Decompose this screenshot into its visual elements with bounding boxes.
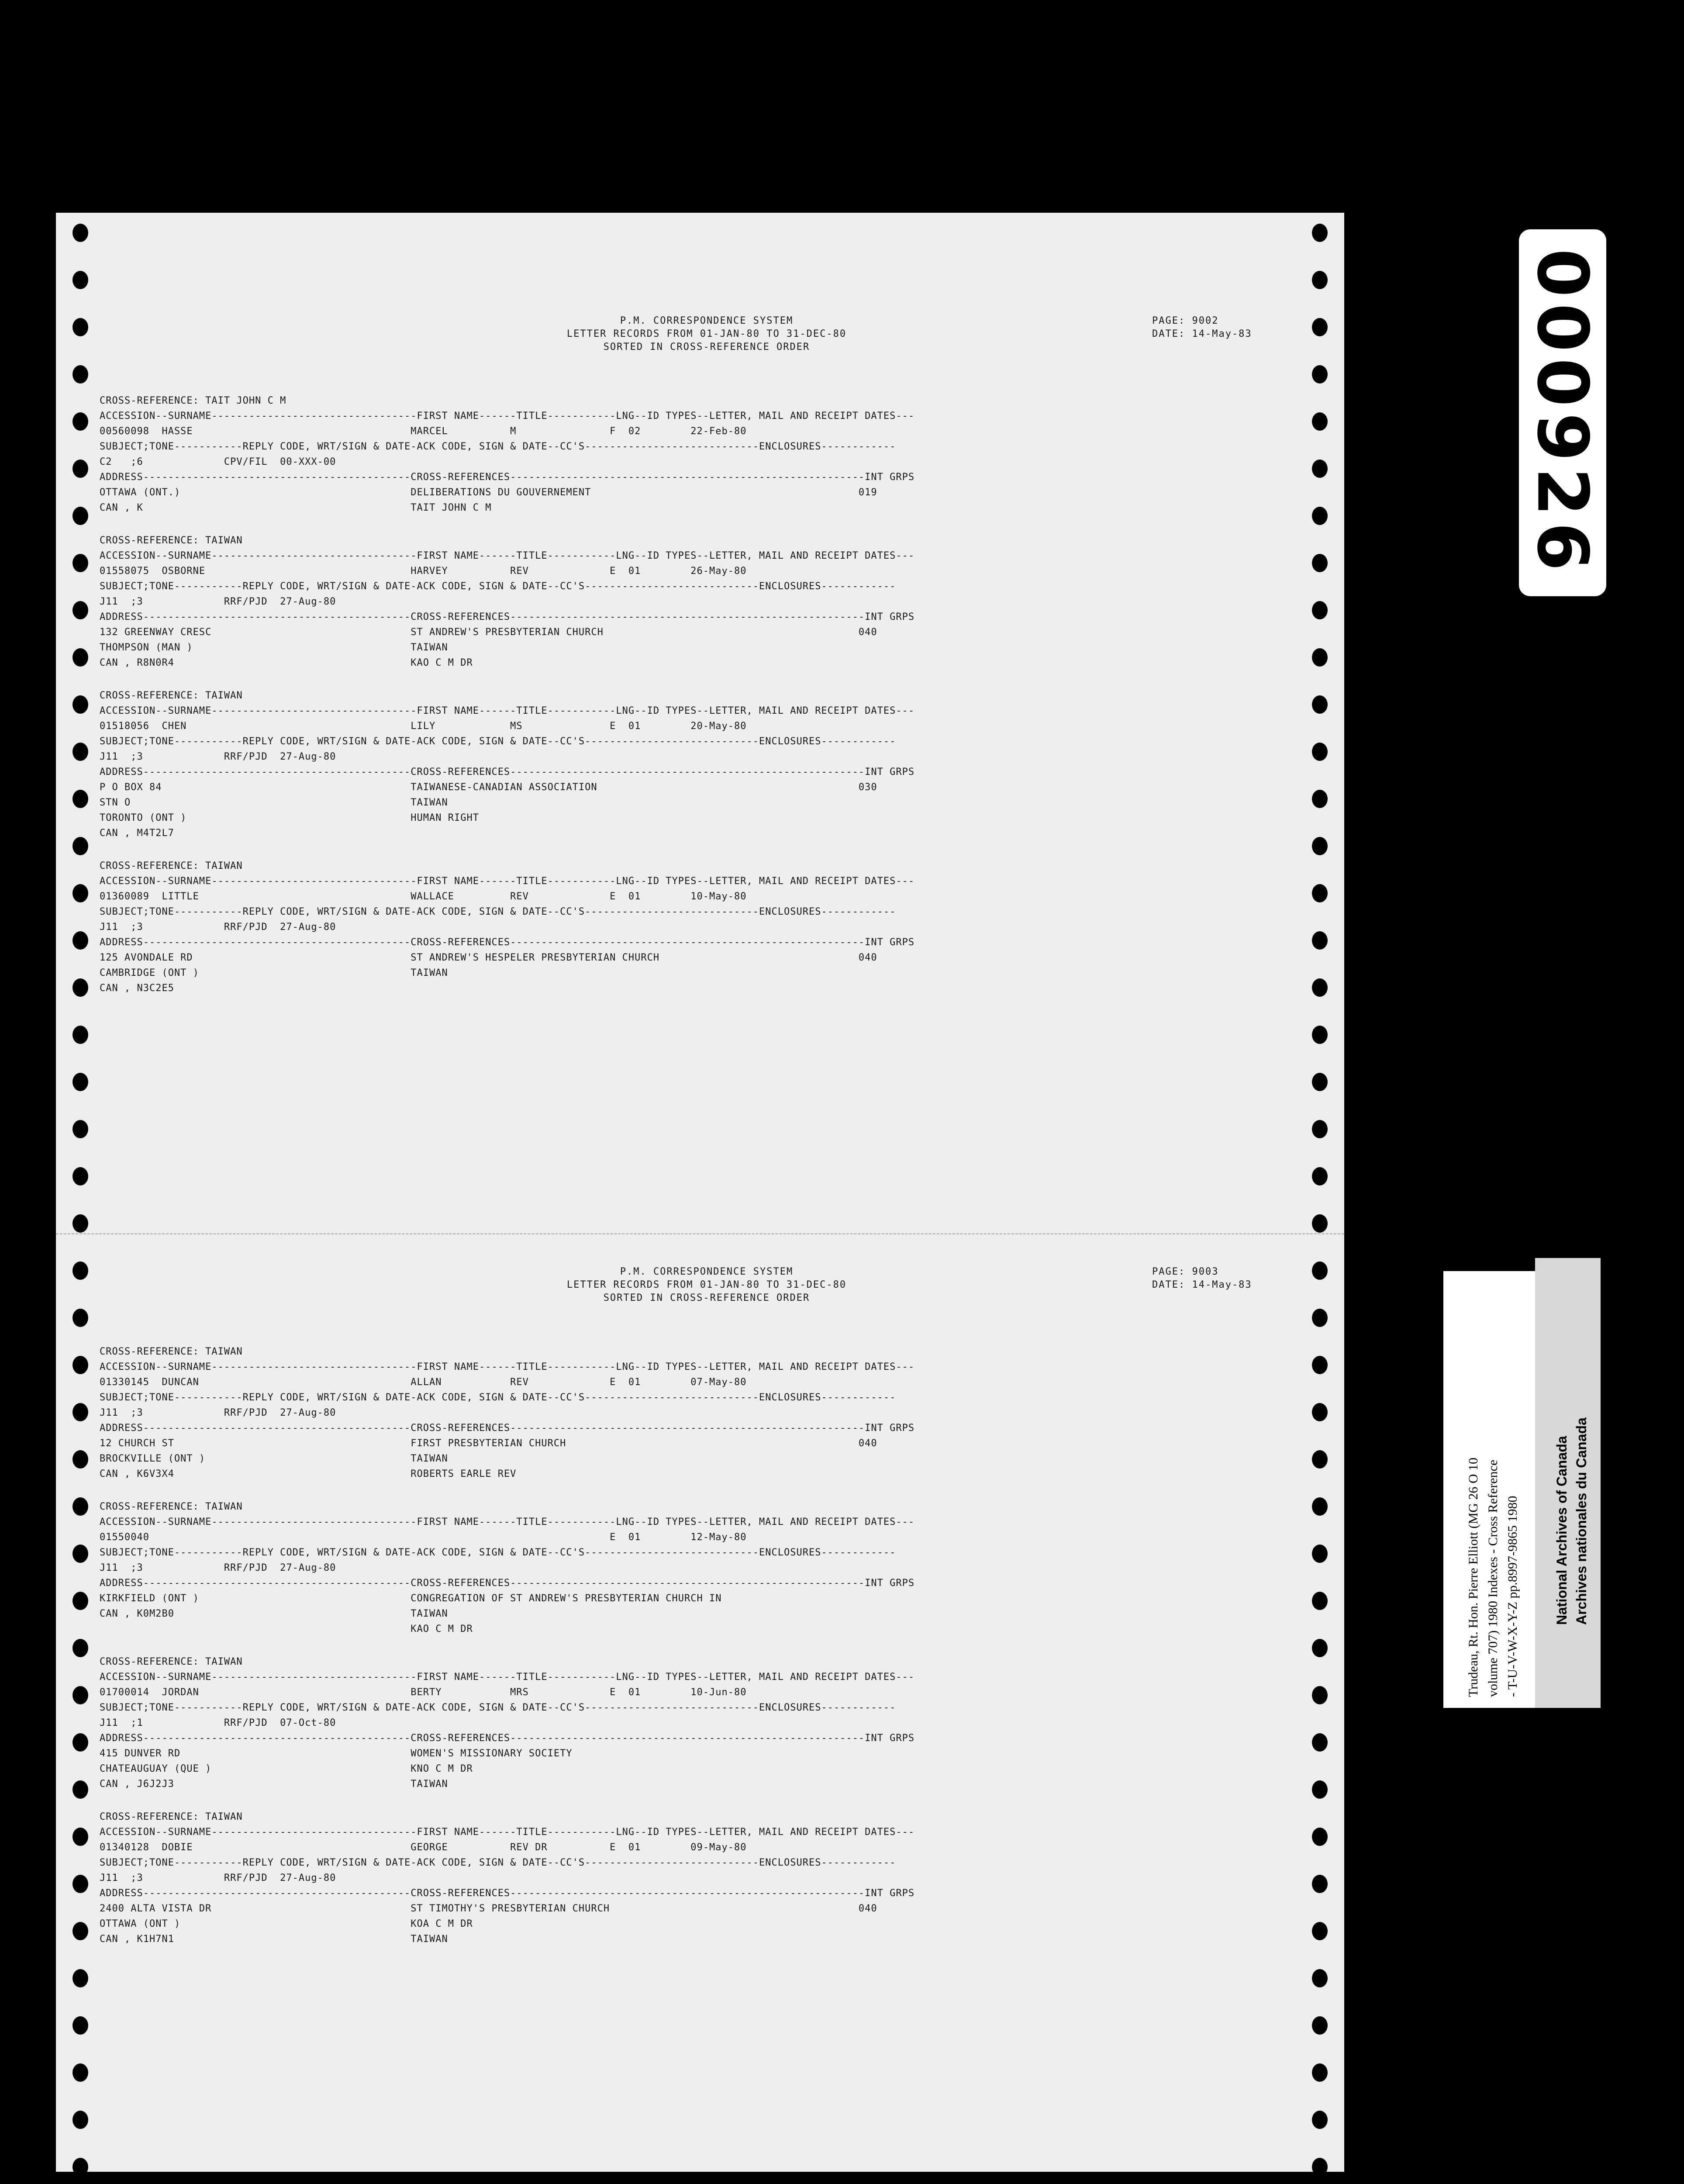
feed-hole — [1312, 1214, 1328, 1233]
record-line: J11 ;3 RRF/PJD 27-Aug-80 — [100, 1873, 336, 1883]
sheet-number-stamp — [1519, 229, 1606, 596]
record-line: ADDRESS-------------------------------------------CROSS-REFERENCES---------------------------------------------------------INT GRPS — [100, 1578, 915, 1589]
feed-hole — [1312, 1733, 1328, 1752]
feed-hole — [1312, 1073, 1328, 1091]
record-line: J11 ;3 RRF/PJD 27-Aug-80 — [100, 596, 336, 607]
report-date: DATE: 14-May-83 — [1152, 328, 1252, 339]
report-system-title: P.M. CORRESPONDENCE SYSTEM — [620, 1266, 794, 1277]
record-line: SUBJECT;TONE-----------REPLY CODE, WRT/SIGN & DATE-ACK CODE, SIGN & DATE--CC'S----------------------------ENCLOSURES------------ — [100, 1392, 896, 1403]
page-perforation — [56, 1233, 1344, 1234]
record-line: SUBJECT;TONE-----------REPLY CODE, WRT/SIGN & DATE-ACK CODE, SIGN & DATE--CC'S----------------------------ENCLOSURES------------ — [100, 1547, 896, 1558]
record-line: ADDRESS-------------------------------------------CROSS-REFERENCES---------------------------------------------------------INT GRPS — [100, 937, 915, 948]
record-line: CAN , J6J2J3 TAIWAN — [100, 1779, 448, 1790]
record-line: CAN , N3C2E5 — [100, 983, 174, 994]
record-line: CAN , K TAIT JOHN C M — [100, 502, 492, 513]
record-line: C2 ;6 CPV/FIL 00-XXX-00 — [100, 456, 336, 467]
report-system-title: P.M. CORRESPONDENCE SYSTEM — [620, 315, 794, 326]
feed-hole — [1312, 554, 1328, 572]
feed-hole — [1312, 837, 1328, 855]
record-line: J11 ;3 RRF/PJD 27-Aug-80 — [100, 751, 336, 762]
correspondence-record — [100, 1499, 1314, 1637]
record-line: SUBJECT;TONE-----------REPLY CODE, WRT/SIGN & DATE-ACK CODE, SIGN & DATE--CC'S----------------------------ENCLOSURES------------ — [100, 441, 896, 452]
record-line: OTTAWA (ONT.) DELIBERATIONS DU GOUVERNEMENT 019 — [100, 487, 877, 498]
feed-hole — [1312, 1403, 1328, 1421]
feed-hole — [1312, 271, 1328, 289]
feed-hole — [1312, 1686, 1328, 1704]
feed-hole — [1312, 224, 1328, 242]
record-line: CAMBRIDGE (ONT ) TAIWAN — [100, 968, 448, 978]
feed-hole — [72, 1733, 88, 1752]
page-number: PAGE: 9002 — [1152, 315, 1219, 326]
feed-hole — [1312, 412, 1328, 431]
record-line: ACCESSION--SURNAME---------------------------------FIRST NAME------TITLE-----------LNG--ID TYPES--LETTER, MAIL AND RECEIPT DATES--- — [100, 1362, 915, 1372]
feed-hole — [1312, 695, 1328, 714]
record-line: ADDRESS-------------------------------------------CROSS-REFERENCES---------------------------------------------------------INT GRPS — [100, 1423, 915, 1434]
feed-hole — [1312, 1120, 1328, 1138]
record-line: ACCESSION--SURNAME---------------------------------FIRST NAME------TITLE-----------LNG--ID TYPES--LETTER, MAIL AND RECEIPT DATES--- — [100, 1827, 915, 1838]
feed-hole — [72, 554, 88, 572]
feed-hole — [1312, 978, 1328, 997]
feed-hole — [72, 2063, 88, 2082]
feed-hole — [72, 1828, 88, 1846]
feed-hole — [72, 507, 88, 525]
record-line: 00560098 HASSE MARCEL M F 02 22-Feb-80 — [100, 426, 747, 437]
record-line: 415 DUNVER RD WOMEN'S MISSIONARY SOCIETY — [100, 1748, 573, 1759]
record-line: ACCESSION--SURNAME---------------------------------FIRST NAME------TITLE-----------LNG--ID TYPES--LETTER, MAIL AND RECEIPT DATES--- — [100, 1672, 915, 1683]
feed-hole — [72, 271, 88, 289]
cross-reference-heading: CROSS-REFERENCE: TAIWAN — [100, 1656, 243, 1667]
page-number: PAGE: 9003 — [1152, 1266, 1219, 1277]
report-sort-order: SORTED IN CROSS-REFERENCE ORDER — [603, 342, 810, 352]
record-line: 01518056 CHEN LILY MS E 01 20-May-80 — [100, 721, 747, 732]
record-line: ACCESSION--SURNAME---------------------------------FIRST NAME------TITLE-----------LNG--ID TYPES--LETTER, MAIL AND RECEIPT DATES--- — [100, 876, 915, 887]
record-line: ACCESSION--SURNAME---------------------------------FIRST NAME------TITLE-----------LNG--ID TYPES--LETTER, MAIL AND RECEIPT DATES--- — [100, 1517, 915, 1527]
feed-hole — [72, 1497, 88, 1516]
feed-hole — [72, 884, 88, 902]
report-page-9002 — [100, 314, 1314, 996]
archive-reference-label — [1443, 1271, 1535, 1708]
record-line: ADDRESS-------------------------------------------CROSS-REFERENCES---------------------------------------------------------INT GRPS — [100, 1733, 915, 1744]
cross-reference-heading: CROSS-REFERENCE: TAIT JOHN C M — [100, 395, 286, 406]
feed-hole — [72, 1026, 88, 1044]
feed-hole — [72, 695, 88, 714]
record-line: SUBJECT;TONE-----------REPLY CODE, WRT/SIGN & DATE-ACK CODE, SIGN & DATE--CC'S----------------------------ENCLOSURES------------ — [100, 1857, 896, 1868]
feed-hole — [72, 2111, 88, 2129]
record-line: CAN , K6V3X4 ROBERTS EARLE REV — [100, 1469, 517, 1479]
feed-hole — [1312, 1450, 1328, 1469]
correspondence-record — [100, 858, 1314, 996]
feed-hole — [1312, 1167, 1328, 1185]
report-date: DATE: 14-May-83 — [1152, 1279, 1252, 1290]
feed-hole — [1312, 1545, 1328, 1563]
record-line: 132 GREENWAY CRESC ST ANDREW'S PRESBYTERIAN CHURCH 040 — [100, 627, 877, 638]
cross-reference-heading: CROSS-REFERENCE: TAIWAN — [100, 1346, 243, 1357]
record-line: CAN , M4T2L7 — [100, 828, 174, 839]
archive-reference-line: - T-U-V-W-X-Y-Z pp.8997-9865 1980 — [1505, 1496, 1520, 1697]
record-line: 12 CHURCH ST FIRST PRESBYTERIAN CHURCH 040 — [100, 1438, 877, 1449]
feed-hole — [72, 1875, 88, 1893]
feed-hole — [1312, 1497, 1328, 1516]
record-line: STN O TAIWAN — [100, 797, 448, 808]
feed-hole — [1312, 884, 1328, 902]
page-header — [100, 314, 1314, 376]
feed-hole — [72, 790, 88, 808]
feed-hole — [72, 318, 88, 336]
report-date-range: LETTER RECORDS FROM 01-JAN-80 TO 31-DEC-80 — [566, 328, 847, 339]
record-line: THOMPSON (MAN ) TAIWAN — [100, 642, 448, 653]
record-line: SUBJECT;TONE-----------REPLY CODE, WRT/SIGN & DATE-ACK CODE, SIGN & DATE--CC'S----------------------------ENCLOSURES------------ — [100, 1702, 896, 1713]
cross-reference-heading: CROSS-REFERENCE: TAIWAN — [100, 1811, 243, 1822]
record-line: J11 ;3 RRF/PJD 27-Aug-80 — [100, 922, 336, 933]
cross-reference-heading: CROSS-REFERENCE: TAIWAN — [100, 1501, 243, 1512]
record-line: ACCESSION--SURNAME---------------------------------FIRST NAME------TITLE-----------LNG--ID TYPES--LETTER, MAIL AND RECEIPT DATES--- — [100, 411, 915, 422]
correspondence-record — [100, 393, 1314, 515]
record-line: 125 AVONDALE RD ST ANDREW'S HESPELER PRESBYTERIAN CHURCH 040 — [100, 952, 877, 963]
feed-hole — [1312, 2158, 1328, 2176]
record-line: 01330145 DUNCAN ALLAN REV E 01 07-May-80 — [100, 1377, 747, 1388]
cross-reference-heading: CROSS-REFERENCE: TAIWAN — [100, 690, 243, 701]
report-page-9003 — [100, 1265, 1314, 1947]
record-line: KIRKFIELD (ONT ) CONGREGATION OF ST ANDREW'S PRESBYTERIAN CHURCH IN — [100, 1593, 722, 1604]
record-line: 01550040 E 01 12-May-80 — [100, 1532, 747, 1543]
printout-sheet — [56, 213, 1344, 2172]
record-line: J11 ;3 RRF/PJD 27-Aug-80 — [100, 1407, 336, 1418]
feed-hole — [72, 1261, 88, 1280]
feed-hole — [72, 1403, 88, 1421]
feed-hole — [72, 412, 88, 431]
feed-hole — [1312, 931, 1328, 950]
feed-hole — [72, 648, 88, 667]
record-line: CAN , K1H7N1 TAIWAN — [100, 1934, 448, 1945]
feed-hole — [1312, 1026, 1328, 1044]
cross-reference-heading: CROSS-REFERENCE: TAIWAN — [100, 535, 243, 546]
institution-name-en: National Archives of Canada — [1554, 1436, 1570, 1625]
feed-hole — [72, 837, 88, 855]
institution-name-fr: Archives nationales du Canada — [1574, 1417, 1589, 1625]
record-line: 2400 ALTA VISTA DR ST TIMOTHY'S PRESBYTERIAN CHURCH 040 — [100, 1903, 877, 1914]
archive-reference-line: Trudeau, Rt. Hon. Pierre Elliott (MG 26 O 10 — [1466, 1457, 1480, 1697]
correspondence-record — [100, 688, 1314, 841]
record-line: KAO C M DR — [100, 1624, 473, 1635]
feed-hole — [72, 1969, 88, 1987]
record-line: SUBJECT;TONE-----------REPLY CODE, WRT/SIGN & DATE-ACK CODE, SIGN & DATE--CC'S----------------------------ENCLOSURES------------ — [100, 906, 896, 917]
feed-hole — [72, 1922, 88, 1940]
record-line: SUBJECT;TONE-----------REPLY CODE, WRT/SIGN & DATE-ACK CODE, SIGN & DATE--CC'S----------------------------ENCLOSURES------------ — [100, 581, 896, 592]
record-line: ADDRESS-------------------------------------------CROSS-REFERENCES---------------------------------------------------------INT GRPS — [100, 472, 915, 483]
report-sort-order: SORTED IN CROSS-REFERENCE ORDER — [603, 1292, 810, 1303]
feed-hole — [72, 1356, 88, 1374]
feed-hole — [72, 224, 88, 242]
feed-hole — [1312, 648, 1328, 667]
feed-hole — [72, 743, 88, 761]
feed-hole — [1312, 1261, 1328, 1280]
correspondence-record — [100, 1809, 1314, 1947]
correspondence-record — [100, 1654, 1314, 1792]
record-line: J11 ;1 RRF/PJD 07-Oct-80 — [100, 1717, 336, 1728]
record-line: 01558075 OSBORNE HARVEY REV E 01 26-May-80 — [100, 566, 747, 577]
feed-hole — [72, 1167, 88, 1185]
correspondence-record — [100, 1344, 1314, 1482]
feed-hole — [1312, 1639, 1328, 1657]
feed-hole — [1312, 2063, 1328, 2082]
feed-hole — [72, 601, 88, 619]
record-line: 01360089 LITTLE WALLACE REV E 01 10-May-80 — [100, 891, 747, 902]
feed-hole — [1312, 1922, 1328, 1940]
record-line: SUBJECT;TONE-----------REPLY CODE, WRT/SIGN & DATE-ACK CODE, SIGN & DATE--CC'S----------------------------ENCLOSURES------------ — [100, 736, 896, 747]
record-line: ACCESSION--SURNAME---------------------------------FIRST NAME------TITLE-----------LNG--ID TYPES--LETTER, MAIL AND RECEIPT DATES--- — [100, 550, 915, 561]
feed-hole — [1312, 2111, 1328, 2129]
feed-hole — [72, 365, 88, 384]
sheet-number: 000926 — [1522, 249, 1604, 577]
feed-hole — [72, 931, 88, 950]
record-list — [100, 1344, 1314, 1947]
page-header — [100, 1265, 1314, 1327]
record-line: 01340128 DOBIE GEORGE REV DR E 01 09-May-80 — [100, 1842, 747, 1853]
correspondence-record — [100, 533, 1314, 670]
record-line: CHATEAUGUAY (QUE ) KNO C M DR — [100, 1763, 473, 1774]
feed-hole — [1312, 318, 1328, 336]
archive-institution-label — [1535, 1258, 1601, 1708]
record-line: TORONTO (ONT ) HUMAN RIGHT — [100, 812, 479, 823]
feed-hole — [72, 1592, 88, 1610]
feed-hole — [1312, 1356, 1328, 1374]
feed-hole — [1312, 1969, 1328, 1987]
record-line: J11 ;3 RRF/PJD 27-Aug-80 — [100, 1562, 336, 1573]
feed-hole — [72, 1073, 88, 1091]
feed-hole — [72, 460, 88, 478]
record-line: ADDRESS-------------------------------------------CROSS-REFERENCES---------------------------------------------------------INT GRPS — [100, 767, 915, 778]
feed-hole — [72, 1214, 88, 1233]
feed-hole — [1312, 790, 1328, 808]
feed-hole — [1312, 1592, 1328, 1610]
record-line: ADDRESS-------------------------------------------CROSS-REFERENCES---------------------------------------------------------INT GRPS — [100, 612, 915, 622]
feed-hole — [72, 2158, 88, 2176]
feed-hole — [1312, 1309, 1328, 1327]
feed-hole — [72, 1545, 88, 1563]
feed-hole — [72, 1780, 88, 1799]
record-line: BROCKVILLE (ONT ) TAIWAN — [100, 1453, 448, 1464]
feed-hole — [1312, 1780, 1328, 1799]
feed-hole — [1312, 743, 1328, 761]
record-line: CAN , R8N0R4 KAO C M DR — [100, 657, 473, 668]
feed-hole — [1312, 601, 1328, 619]
feed-hole — [72, 1309, 88, 1327]
record-line: 01700014 JORDAN BERTY MRS E 01 10-Jun-80 — [100, 1687, 747, 1698]
record-line: CAN , K0M2B0 TAIWAN — [100, 1608, 448, 1619]
feed-hole — [1312, 1828, 1328, 1846]
feed-hole — [1312, 365, 1328, 384]
feed-hole — [72, 1686, 88, 1704]
feed-hole — [1312, 2016, 1328, 2035]
feed-hole — [72, 978, 88, 997]
feed-hole — [1312, 460, 1328, 478]
feed-hole — [72, 1639, 88, 1657]
report-date-range: LETTER RECORDS FROM 01-JAN-80 TO 31-DEC-80 — [566, 1279, 847, 1290]
feed-hole — [72, 1120, 88, 1138]
record-line: ACCESSION--SURNAME---------------------------------FIRST NAME------TITLE-----------LNG--ID TYPES--LETTER, MAIL AND RECEIPT DATES--- — [100, 705, 915, 716]
feed-hole — [1312, 1875, 1328, 1893]
feed-hole — [72, 1450, 88, 1469]
record-list — [100, 393, 1314, 996]
record-line: P O BOX 84 TAIWANESE-CANADIAN ASSOCIATION 030 — [100, 782, 877, 793]
record-line: ADDRESS-------------------------------------------CROSS-REFERENCES---------------------------------------------------------INT GRPS — [100, 1888, 915, 1899]
feed-hole — [72, 2016, 88, 2035]
cross-reference-heading: CROSS-REFERENCE: TAIWAN — [100, 860, 243, 871]
archive-reference-line: volume 707) 1980 Indexes - Cross Reference — [1486, 1459, 1500, 1697]
feed-hole — [1312, 507, 1328, 525]
record-line: OTTAWA (ONT ) KOA C M DR — [100, 1918, 473, 1929]
